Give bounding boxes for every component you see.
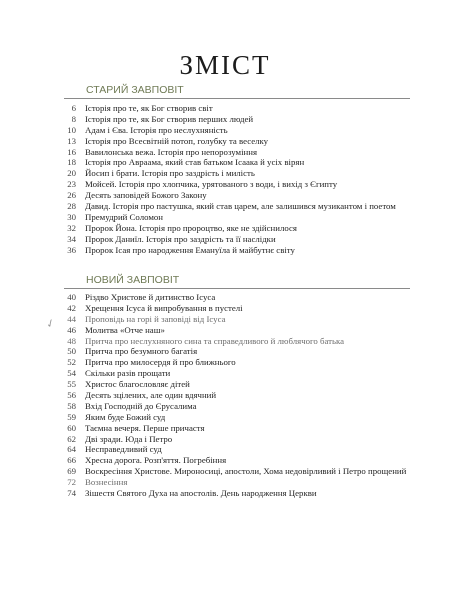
toc-entry-title: Адам і Єва. Історія про неслухняність	[85, 124, 228, 135]
toc-entry-title: Пророк Ісая про народження Емануїла й майбутнє світу	[85, 244, 295, 255]
toc-page-number: 18	[67, 157, 76, 168]
toc-entry-title: Притча про милосердя й про ближнього	[85, 357, 236, 368]
toc-page-number: 40	[67, 292, 76, 302]
toc-entry-title: Різдво Христове й дитинство Ісуса	[85, 292, 216, 302]
toc-entry-title: Десять зцілених, але один вдячний	[85, 390, 217, 401]
toc-entry	[0, 125, 450, 136]
toc-page-number: 52	[67, 357, 76, 368]
toc-page-number: 44	[67, 313, 76, 324]
toc-page-number: 64	[67, 444, 76, 455]
toc-page-number: 60	[67, 422, 76, 433]
toc-entry-title: Хресна дорога. Розп'яття. Погребіння	[85, 455, 227, 466]
toc-entry-title: Десять заповідей Божого Закону	[85, 190, 207, 201]
toc-entry-title: Вознесіння	[85, 477, 128, 488]
toc-entry-title: Христос благословляє дітей	[85, 379, 190, 390]
toc-entry	[0, 292, 450, 303]
toc-entry-title: Історія про те, як Бог створив перших людей	[85, 113, 254, 124]
toc-entry	[0, 168, 450, 179]
toc-entry-title: Притча про безумного багатія	[85, 346, 198, 357]
toc-entry	[0, 412, 450, 423]
toc-page-number: 46	[67, 324, 76, 335]
toc-entry-title: Премудрий Соломон	[85, 211, 163, 222]
toc-page-number: 48	[67, 335, 76, 346]
toc-entry-title: Таємна вечеря. Перше причастя	[85, 422, 205, 433]
toc-entry-title: Молитва «Отче наш»	[85, 324, 165, 335]
toc-page-number: 13	[67, 135, 76, 146]
toc-entry	[0, 157, 450, 168]
toc-page-number: 54	[67, 368, 76, 379]
toc-entry	[0, 325, 450, 336]
toc-entry	[0, 357, 450, 368]
toc-entry-title: Мойсей. Історія про хлопчика, урятованого з води, і вихід з Єгипту	[85, 179, 338, 190]
toc-entry-title: Яким буде Божий суд	[85, 411, 166, 422]
toc-entry	[0, 147, 450, 158]
toc-page-number: 69	[67, 466, 76, 477]
toc-page-number: 34	[67, 233, 76, 244]
toc-entry	[0, 136, 450, 147]
toc-entry-title: Пророк Йона. Історія про пророцтво, яке не здійснилося	[85, 222, 297, 233]
toc-entry	[0, 223, 450, 234]
toc-page-number: 56	[67, 390, 76, 401]
toc-entry	[0, 401, 450, 412]
toc-entry	[0, 346, 450, 357]
toc-page-number: 26	[67, 190, 76, 201]
new-testament-heading: НОВИЙ ЗАВПОВІТ	[86, 274, 180, 286]
toc-page-number: 36	[67, 244, 76, 255]
toc-entry	[0, 212, 450, 223]
toc-entry	[0, 390, 450, 401]
toc-entry	[0, 477, 450, 488]
page-title: ЗМІСТ	[179, 50, 271, 80]
toc-entry	[0, 466, 450, 477]
new-testament-list	[0, 292, 450, 499]
toc-entry-title: Йосип і брати. Історія про заздрість і милість	[85, 168, 255, 179]
toc-entry	[0, 423, 450, 434]
toc-entry-title: Воскресіння Христове. Мироносиці, апостоли, Хома недовірливий і Петро прощений	[85, 466, 407, 477]
toc-page-number: 55	[67, 379, 76, 390]
toc-page-number: 20	[67, 168, 76, 179]
toc-entry-title: Історія про Всесвітній потоп, голубку та веселку	[85, 135, 269, 146]
toc-page-number: 28	[67, 201, 76, 212]
toc-page-number: 74	[67, 488, 76, 499]
toc-entry	[0, 434, 450, 445]
toc-page-number: 42	[67, 302, 76, 313]
toc-entry-title: Пророк Даниїл. Історія про заздрість та її наслідки	[85, 233, 276, 244]
toc-entry	[0, 190, 450, 201]
toc-page-number: 8	[71, 113, 76, 124]
toc-page-number: 72	[67, 477, 76, 488]
toc-entry	[0, 336, 450, 347]
toc-entry-title: Несправедливий суд	[85, 444, 162, 455]
toc-entry	[0, 488, 450, 499]
toc-entry	[0, 314, 450, 325]
toc-page-number: 16	[67, 146, 76, 157]
toc-entry-title: Історія про Авраама, який став батьком Ісаака й усіх вірян	[85, 157, 305, 168]
toc-entry	[0, 179, 450, 190]
toc-page-number: 23	[67, 179, 76, 190]
toc-page-number: 10	[67, 124, 76, 135]
toc-entry	[0, 201, 450, 212]
toc-entry-title: Скільки разів прощати	[85, 368, 171, 379]
toc-page-number: 59	[67, 411, 76, 422]
new-testament-rule	[64, 288, 410, 289]
old-testament-heading: СТАРИЙ ЗАВПОВІТ	[86, 84, 184, 96]
toc-entry	[0, 455, 450, 466]
toc-entry	[0, 444, 450, 455]
toc-page-number: 58	[67, 400, 76, 411]
toc-entry-title: Притча про неслухняного сина та справедливого й люблячого батька	[85, 335, 345, 346]
toc-entry	[0, 379, 450, 390]
old-testament-list	[0, 103, 450, 255]
toc-page-number: 32	[67, 222, 76, 233]
toc-page-number: 66	[67, 455, 76, 466]
toc-page-number: 6	[71, 103, 76, 113]
toc-entry	[0, 303, 450, 314]
old-testament-rule	[64, 98, 410, 99]
toc-page-number: 50	[67, 346, 76, 357]
toc-entry-title: Давид. Історія про пастушка, який став царем, але залишився музикантом і поетом	[85, 201, 396, 212]
toc-entry-title: Проповідь на горі й заповіді від Ісуса	[85, 313, 226, 324]
toc-entry	[0, 368, 450, 379]
toc-entry-title: Історія про те, як Бог створив світ	[85, 103, 213, 113]
toc-entry-title: Вавилонська вежа. Історія про непорозуміння	[85, 146, 257, 157]
toc-entry-title: Вхід Господній до Єрусалима	[85, 400, 197, 411]
toc-entry-title: Зішестя Святого Духа на апостолів. День народження Церкви	[85, 488, 317, 499]
toc-page-number: 62	[67, 433, 76, 444]
toc-entry	[0, 245, 450, 256]
toc-entry-title: Дві зради. Юда і Петро	[85, 433, 173, 444]
toc-entry	[0, 103, 450, 114]
toc-entry	[0, 234, 450, 245]
pencil-mark: ✓	[44, 316, 58, 332]
toc-entry	[0, 114, 450, 125]
toc-page-number: 30	[67, 211, 76, 222]
toc-entry-title: Хрещення Ісуса й випробування в пустелі	[85, 302, 243, 313]
